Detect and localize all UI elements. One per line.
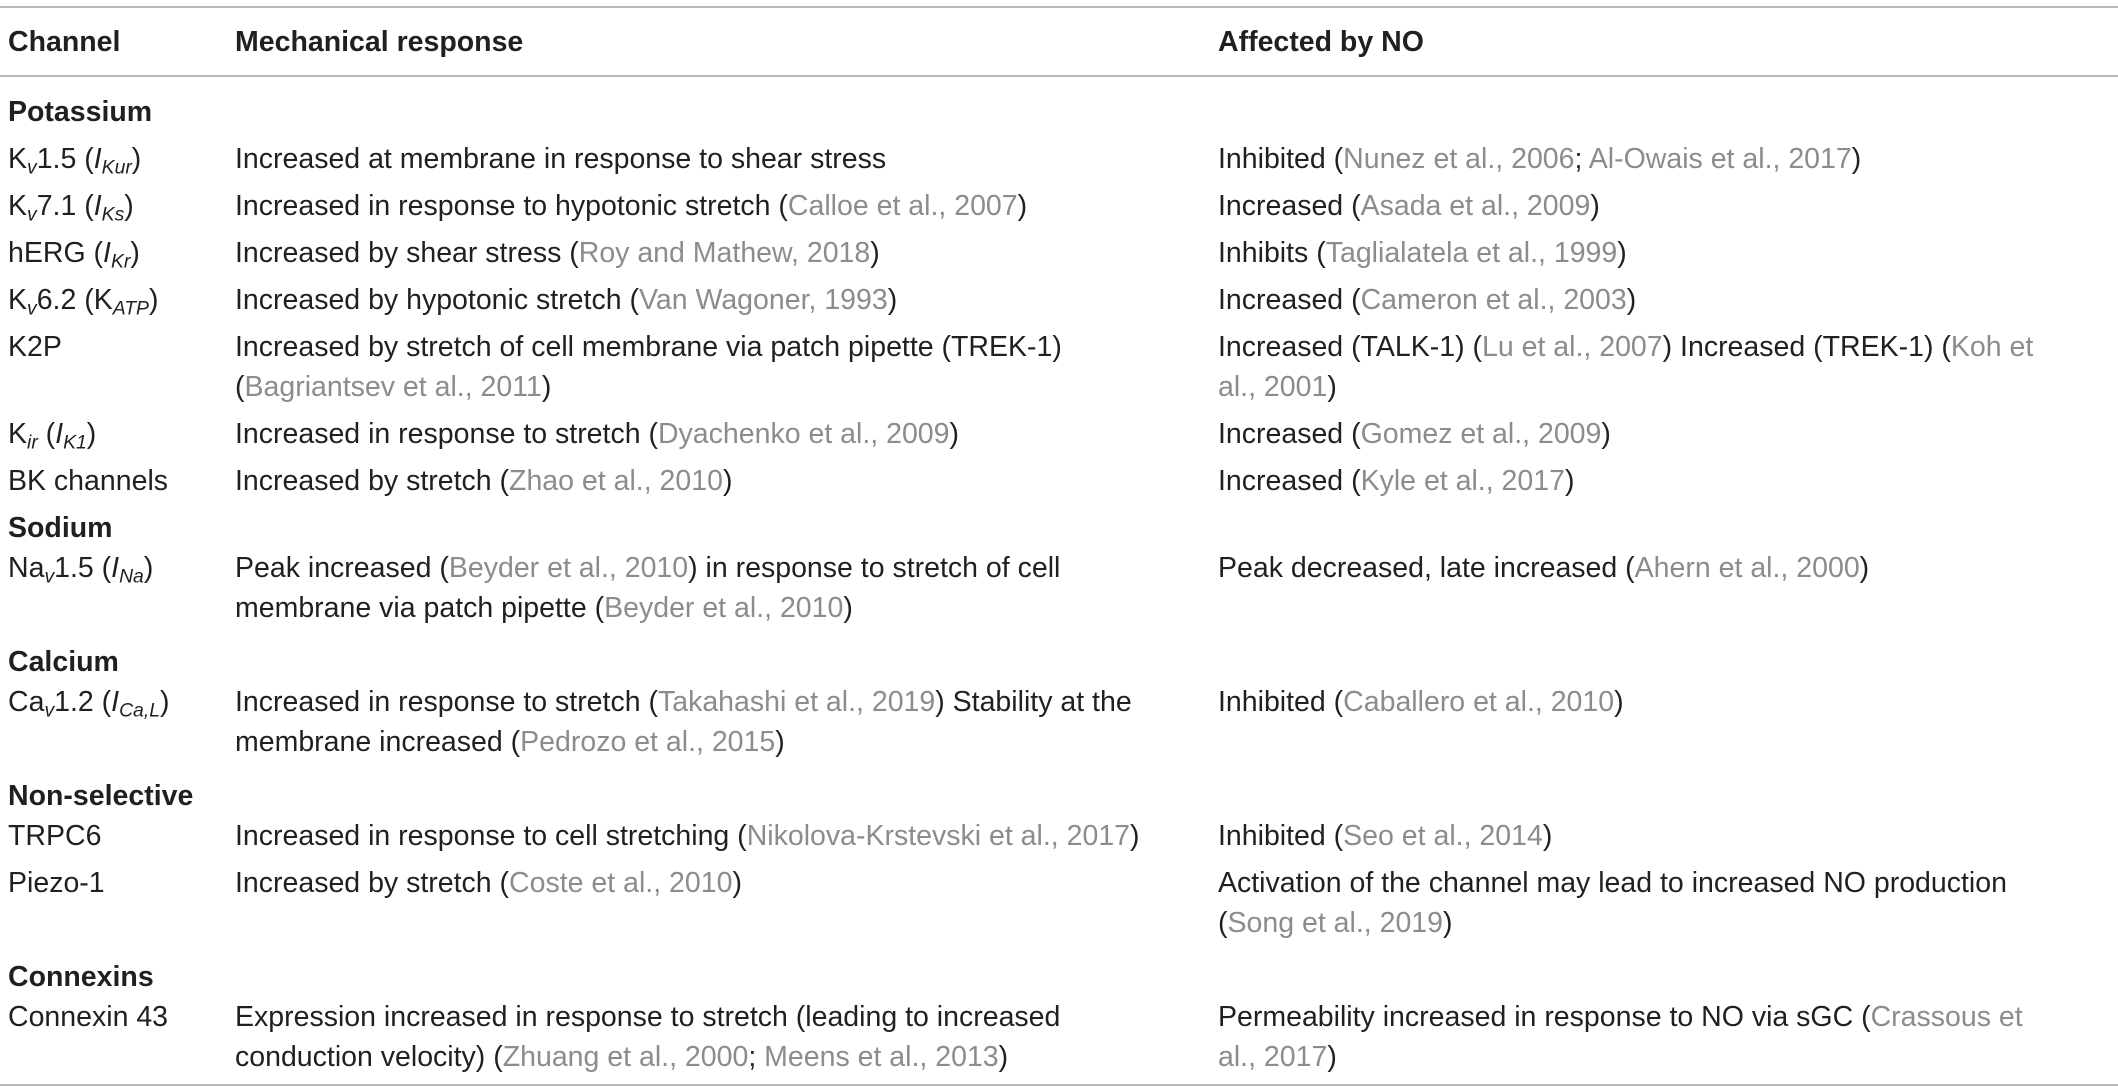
cell-text: Activation of the channel may lead to increased NO production ( xyxy=(1218,867,2007,939)
affected-by-no-cell xyxy=(1218,280,2108,320)
channel-name-close: ) xyxy=(131,143,142,175)
channel-name: hERG xyxy=(8,237,86,269)
channel-subscript: v xyxy=(27,297,37,320)
citation-link[interactable]: Nikolova-Krstevski et al., 2017 xyxy=(746,820,1131,852)
channel-cell xyxy=(8,548,228,588)
header-mechanical-response: Mechanical response xyxy=(235,26,524,58)
citation-link[interactable]: Bagriantsev et al., 2011 xyxy=(244,371,542,403)
citation-link[interactable]: Van Wagoner, 1993 xyxy=(638,284,888,316)
mechanical-response-cell xyxy=(235,997,1115,1077)
cell-text: ) xyxy=(722,465,733,497)
cell-text: ) xyxy=(1590,190,1600,222)
cell-text: Increased ( xyxy=(1218,284,1361,316)
cell-text: Increased in response to stretch ( xyxy=(235,686,658,718)
cell-text: Increased in response to hypotonic stretch ( xyxy=(235,190,788,222)
cell-text: ) xyxy=(1327,1041,1337,1073)
channel-name-rest: 1.5 ( xyxy=(54,552,112,584)
channel-name-close: ) xyxy=(124,190,134,222)
mechanical-response-cell xyxy=(235,186,1225,226)
channel-cell xyxy=(8,414,228,454)
cell-text: ) xyxy=(1017,190,1028,222)
cell-text: Increased ( xyxy=(1218,465,1361,497)
cell-text: ) Increased (TREK-1) ( xyxy=(1662,331,1951,363)
channel-name: Connexin 43 xyxy=(8,1001,169,1033)
citation-link[interactable]: Dyachenko et al., 2009 xyxy=(657,418,950,450)
affected-by-no-cell xyxy=(1218,682,2108,722)
citation-link[interactable]: Beyder et al., 2010 xyxy=(604,592,844,624)
citation-link[interactable]: Kyle et al., 2017 xyxy=(1360,465,1565,497)
cell-text: Inhibited ( xyxy=(1218,820,1344,852)
cell-text: ) xyxy=(732,867,742,899)
cell-text: ) xyxy=(887,284,898,316)
cell-text: ) xyxy=(1851,143,1862,175)
cell-text: ; xyxy=(1574,143,1589,175)
channel-name: Na xyxy=(8,552,45,584)
header-affected-by-no: Affected by NO xyxy=(1218,26,1424,58)
mechanical-response-cell xyxy=(235,863,1225,903)
cell-text: Increased at membrane in response to shear stress xyxy=(235,143,887,175)
affected-by-no-cell xyxy=(1218,327,2078,407)
cell-text: ) xyxy=(1130,820,1140,852)
citation-link[interactable]: Nunez et al., 2006 xyxy=(1343,143,1575,175)
current-subscript: Kur xyxy=(101,156,132,179)
table-top-rule xyxy=(0,6,2118,8)
cell-text: ) xyxy=(1601,418,1611,450)
cell-text: ) xyxy=(1564,465,1575,497)
cell-text: ) xyxy=(1859,552,1870,584)
citation-link[interactable]: Asada et al., 2009 xyxy=(1360,190,1591,222)
cell-text: ) xyxy=(1542,820,1553,852)
channel-cell xyxy=(8,816,228,856)
channel-name-rest: 6.2 (K xyxy=(36,284,113,316)
channel-name-close: ) xyxy=(130,237,140,269)
section-connexins: Connexins xyxy=(8,961,154,993)
current-symbol: I xyxy=(93,143,102,175)
mechanical-response-cell xyxy=(235,816,1225,856)
cell-text: Inhibits ( xyxy=(1218,237,1326,269)
cell-text: Permeability increased in response to NO via sGC ( xyxy=(1218,1001,1871,1033)
citation-link[interactable]: Crassous et al., 2017 xyxy=(1218,1001,2023,1073)
section-potassium: Potassium xyxy=(8,96,153,128)
mechanical-response-cell xyxy=(235,327,1165,407)
channel-name-rest: 1.2 ( xyxy=(54,686,112,718)
table-bottom-rule xyxy=(0,1084,2118,1086)
current-symbol: I xyxy=(111,686,120,718)
cell-text: ) xyxy=(1443,907,1453,939)
citation-link[interactable]: Gomez et al., 2009 xyxy=(1360,418,1602,450)
cell-text: Inhibited ( xyxy=(1218,143,1344,175)
citation-link[interactable]: Caballero et al., 2010 xyxy=(1343,686,1615,718)
channel-cell xyxy=(8,280,228,320)
current-symbol: I xyxy=(111,552,120,584)
affected-by-no-cell xyxy=(1218,863,2078,943)
channel-cell xyxy=(8,233,228,273)
header-channel: Channel xyxy=(8,26,121,58)
cell-text: ; xyxy=(748,1041,765,1073)
channel-name: Ca xyxy=(8,686,45,718)
channel-cell xyxy=(8,186,228,226)
current-subscript: Kr xyxy=(110,250,131,273)
cell-text: Increased by stretch ( xyxy=(235,867,510,899)
cell-text: ) Stability at the membrane increased ( xyxy=(235,686,1132,758)
current-symbol: I xyxy=(55,418,64,450)
citation-link[interactable]: Calloe et al., 2007 xyxy=(787,190,1018,222)
affected-by-no-cell xyxy=(1218,414,2108,454)
citation-link[interactable]: Meens et al., 2013 xyxy=(764,1041,999,1073)
mechanical-response-cell xyxy=(235,233,1225,273)
channel-subscript: ir xyxy=(27,431,38,454)
header-rule xyxy=(0,75,2118,77)
cell-text: ) xyxy=(775,726,785,758)
channel-cell xyxy=(8,461,228,501)
current-subscript: ATP xyxy=(112,297,149,320)
channel-name: TRPC6 xyxy=(8,820,102,852)
affected-by-no-cell xyxy=(1218,233,2108,273)
citation-link[interactable]: Al-Owais et al., 2017 xyxy=(1588,143,1852,175)
affected-by-no-cell xyxy=(1218,186,2108,226)
current-subscript: Ca,L xyxy=(119,699,160,722)
cell-text: ) xyxy=(1626,284,1637,316)
mechanical-response-cell xyxy=(235,682,1165,762)
cell-text: Increased by shear stress ( xyxy=(235,237,579,269)
current-symbol: I xyxy=(103,237,111,269)
cell-text: ) xyxy=(1327,371,1337,403)
cell-text: Expression increased in response to stretch (leading to increased conduction velocity) ( xyxy=(235,1001,1061,1073)
citation-link[interactable]: Seo et al., 2014 xyxy=(1343,820,1543,852)
current-symbol: I xyxy=(93,190,102,222)
affected-by-no-cell xyxy=(1218,139,2108,179)
citation-link[interactable]: Song et al., 2019 xyxy=(1227,907,1444,939)
channel-subscript: v xyxy=(44,565,55,588)
channel-name-close: ) xyxy=(86,418,97,450)
channel-name-rest: 1.5 ( xyxy=(36,143,94,175)
citation-link[interactable]: Roy and Mathew, 2018 xyxy=(578,237,871,269)
affected-by-no-cell xyxy=(1218,997,2038,1077)
cell-text: Peak increased ( xyxy=(235,552,449,584)
mechanical-response-cell xyxy=(235,461,1225,501)
section-sodium: Sodium xyxy=(8,512,113,544)
channel-subscript: v xyxy=(27,203,37,226)
channel-name-close: ) xyxy=(159,686,170,718)
channel-subscript: v xyxy=(27,156,37,179)
channel-name: K xyxy=(8,143,28,175)
channel-name: K xyxy=(8,284,28,316)
channel-cell xyxy=(8,139,228,179)
citation-link[interactable]: Beyder et al., 2010 xyxy=(448,552,689,584)
channel-cell xyxy=(8,863,228,903)
cell-text: Increased by hypotonic stretch ( xyxy=(235,284,639,316)
current-subscript: Ks xyxy=(101,203,125,226)
channel-name-close: ) xyxy=(143,552,154,584)
channel-name-rest: 7.1 ( xyxy=(36,190,94,222)
channel-cell xyxy=(8,327,228,367)
channel-name: K2P xyxy=(8,331,62,363)
cell-text: ) xyxy=(843,592,853,624)
citation-link[interactable]: Ahern et al., 2000 xyxy=(1634,552,1860,584)
cell-text: Increased by stretch of cell membrane via patch pipette (TREK-1) ( xyxy=(235,331,1062,403)
channel-cell xyxy=(8,682,228,722)
cell-text: Increased by stretch ( xyxy=(235,465,510,497)
channel-name: K xyxy=(8,190,28,222)
citation-link[interactable]: Zhuang et al., 2000 xyxy=(502,1041,749,1073)
affected-by-no-cell xyxy=(1218,548,2108,588)
mechanical-response-cell xyxy=(235,548,1095,628)
mechanical-response-cell xyxy=(235,280,1225,320)
affected-by-no-cell xyxy=(1218,816,2108,856)
cell-text: ) in response to stretch of cell membrane via patch pipette ( xyxy=(235,552,1061,624)
cell-text: Increased in response to cell stretching ( xyxy=(235,820,747,852)
cell-text: ) xyxy=(870,237,880,269)
cell-text: Peak decreased, late increased ( xyxy=(1218,552,1635,584)
citation-link[interactable]: Takahashi et al., 2019 xyxy=(657,686,936,718)
cell-text: ) xyxy=(998,1041,1009,1073)
channel-name: BK channels xyxy=(8,465,169,497)
citation-link[interactable]: Lu et al., 2007 xyxy=(1481,331,1663,363)
section-calcium: Calcium xyxy=(8,646,119,678)
cell-text: Increased ( xyxy=(1218,418,1361,450)
cell-text: ) xyxy=(541,371,552,403)
citation-link[interactable]: Taglialatela et al., 1999 xyxy=(1325,237,1618,269)
section-non-selective: Non-selective xyxy=(8,780,194,812)
channel-name-rest: ( xyxy=(85,237,104,269)
channel-name: K xyxy=(8,418,28,450)
current-subscript: Na xyxy=(119,565,144,588)
cell-text: Increased (TALK-1) ( xyxy=(1218,331,1482,363)
cell-text: ) xyxy=(1617,237,1627,269)
channel-cell xyxy=(8,997,228,1037)
affected-by-no-cell xyxy=(1218,461,2108,501)
mechanical-response-cell xyxy=(235,414,1225,454)
citation-link[interactable]: Koh et al., 2001 xyxy=(1218,331,2034,403)
mechanical-response-cell xyxy=(235,139,1225,179)
current-subscript: K1 xyxy=(63,431,87,454)
cell-text: ) xyxy=(949,418,959,450)
cell-text: Increased in response to stretch ( xyxy=(235,418,658,450)
citation-link[interactable]: Cameron et al., 2003 xyxy=(1360,284,1627,316)
citation-link[interactable]: Pedrozo et al., 2015 xyxy=(520,726,776,758)
cell-text: Increased ( xyxy=(1218,190,1361,222)
citation-link[interactable]: Coste et al., 2010 xyxy=(509,867,733,899)
channel-name-rest: ( xyxy=(37,418,56,450)
cell-text: Inhibited ( xyxy=(1218,686,1344,718)
channel-name: Piezo-1 xyxy=(8,867,105,899)
channel-name-close: ) xyxy=(148,284,159,316)
channel-subscript: v xyxy=(44,699,55,722)
citation-link[interactable]: Zhao et al., 2010 xyxy=(509,465,723,497)
cell-text: ) xyxy=(1614,686,1624,718)
